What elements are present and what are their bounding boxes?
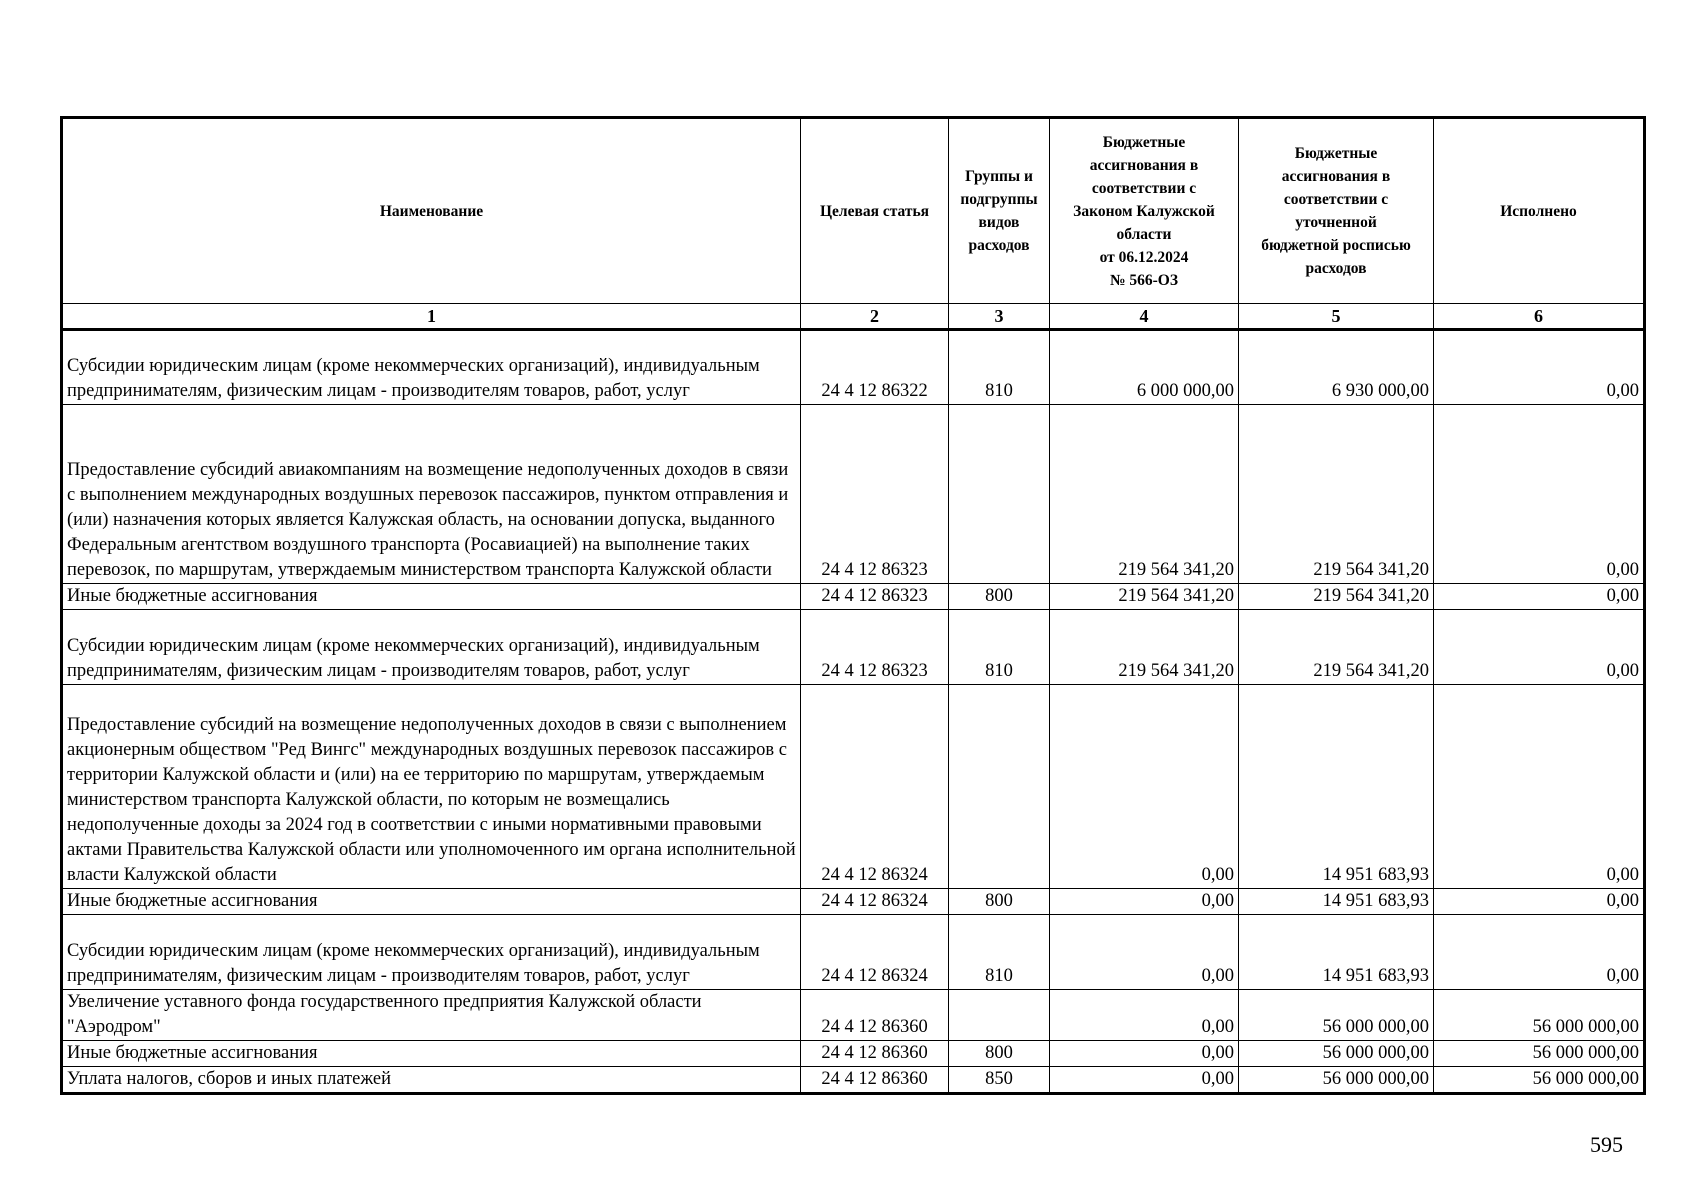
row-law-amount: 0,00 xyxy=(1050,915,1239,990)
column-number: 3 xyxy=(949,304,1050,330)
row-executed-amount: 0,00 xyxy=(1434,889,1645,915)
table-row xyxy=(62,990,1645,1041)
table-row xyxy=(62,610,1645,685)
row-refined-amount: 219 564 341,20 xyxy=(1239,584,1434,610)
row-refined-amount: 56 000 000,00 xyxy=(1239,1041,1434,1067)
row-expense-group: 800 xyxy=(949,1041,1050,1067)
table-row xyxy=(62,685,1645,889)
row-target-article: 24 4 12 86323 xyxy=(801,610,949,685)
table-row xyxy=(62,1067,1645,1094)
row-law-amount: 0,00 xyxy=(1050,1067,1239,1094)
table-row xyxy=(62,405,1645,584)
column-number: 1 xyxy=(62,304,801,330)
row-target-article: 24 4 12 86360 xyxy=(801,1067,949,1094)
row-law-amount: 0,00 xyxy=(1050,685,1239,889)
row-executed-amount: 0,00 xyxy=(1434,610,1645,685)
row-target-article: 24 4 12 86360 xyxy=(801,1041,949,1067)
row-target-article: 24 4 12 86322 xyxy=(801,330,949,405)
row-law-amount: 6 000 000,00 xyxy=(1050,330,1239,405)
row-executed-amount: 0,00 xyxy=(1434,584,1645,610)
row-executed-amount: 0,00 xyxy=(1434,330,1645,405)
row-executed-amount: 0,00 xyxy=(1434,685,1645,889)
row-executed-amount: 56 000 000,00 xyxy=(1434,1041,1645,1067)
column-number-row xyxy=(62,304,1645,330)
table-row xyxy=(62,584,1645,610)
row-target-article: 24 4 12 86323 xyxy=(801,584,949,610)
row-law-amount: 0,00 xyxy=(1050,990,1239,1041)
row-law-amount: 219 564 341,20 xyxy=(1050,405,1239,584)
row-law-amount: 0,00 xyxy=(1050,889,1239,915)
row-target-article: 24 4 12 86323 xyxy=(801,405,949,584)
row-expense-group xyxy=(949,405,1050,584)
row-target-article: 24 4 12 86324 xyxy=(801,915,949,990)
row-expense-group: 800 xyxy=(949,889,1050,915)
row-executed-amount: 0,00 xyxy=(1434,405,1645,584)
row-target-article: 24 4 12 86360 xyxy=(801,990,949,1041)
row-target-article: 24 4 12 86324 xyxy=(801,685,949,889)
column-number: 6 xyxy=(1434,304,1645,330)
row-expense-group: 810 xyxy=(949,915,1050,990)
row-target-article: 24 4 12 86324 xyxy=(801,889,949,915)
row-expense-group xyxy=(949,990,1050,1041)
row-expense-group: 810 xyxy=(949,330,1050,405)
row-executed-amount: 56 000 000,00 xyxy=(1434,1067,1645,1094)
row-name: Субсидии юридическим лицам (кроме некоммерческих организаций), индивидуальным предпринимателям, физическим лицам - производителям товаров, работ, услуг xyxy=(62,610,801,685)
column-number: 2 xyxy=(801,304,949,330)
row-name: Иные бюджетные ассигнования xyxy=(62,889,801,915)
table-row xyxy=(62,915,1645,990)
header-law-assignments: Бюджетные ассигнования в соответствии с Законом Калужской области от 06.12.2024 № 566-ОЗ xyxy=(1050,118,1239,304)
column-number: 4 xyxy=(1050,304,1239,330)
table-row xyxy=(62,1041,1645,1067)
row-name: Увеличение уставного фонда государственного предприятия Калужской области "Аэродром" xyxy=(62,990,801,1041)
header-name: Наименование xyxy=(62,118,801,304)
row-refined-amount: 14 951 683,93 xyxy=(1239,685,1434,889)
column-number: 5 xyxy=(1239,304,1434,330)
row-name: Предоставление субсидий авиакомпаниям на возмещение недополученных доходов в связи с выполнением международных воздушных перевозок пассажиров, пунктом отправления и (или) назначения которых является Калужская область, на основании допуска, выданного Федеральным агентством воздушного транспорта (Росавиацией) на выполнение таких перевозок, по маршрутам, утверждаемым министерством транспорта Калужской области xyxy=(62,405,801,584)
budget-table xyxy=(60,116,1646,1095)
row-refined-amount: 56 000 000,00 xyxy=(1239,990,1434,1041)
header-expense-groups: Группы и подгруппы видов расходов xyxy=(949,118,1050,304)
row-expense-group: 810 xyxy=(949,610,1050,685)
row-name: Иные бюджетные ассигнования xyxy=(62,584,801,610)
table-row xyxy=(62,330,1645,405)
row-expense-group xyxy=(949,685,1050,889)
row-refined-amount: 6 930 000,00 xyxy=(1239,330,1434,405)
header-executed: Исполнено xyxy=(1434,118,1645,304)
page-number: 595 xyxy=(1590,1132,1623,1157)
row-refined-amount: 56 000 000,00 xyxy=(1239,1067,1434,1094)
row-name: Субсидии юридическим лицам (кроме некоммерческих организаций), индивидуальным предпринимателям, физическим лицам - производителям товаров, работ, услуг xyxy=(62,915,801,990)
header-row xyxy=(62,118,1645,304)
row-executed-amount: 56 000 000,00 xyxy=(1434,990,1645,1041)
row-name: Уплата налогов, сборов и иных платежей xyxy=(62,1067,801,1094)
row-law-amount: 219 564 341,20 xyxy=(1050,584,1239,610)
header-refined-assignments: Бюджетные ассигнования в соответствии с уточненной бюджетной росписью расходов xyxy=(1239,118,1434,304)
row-refined-amount: 14 951 683,93 xyxy=(1239,915,1434,990)
row-name: Субсидии юридическим лицам (кроме некоммерческих организаций), индивидуальным предпринимателям, физическим лицам - производителям товаров, работ, услуг xyxy=(62,330,801,405)
header-target-article: Целевая статья xyxy=(801,118,949,304)
row-name: Предоставление субсидий на возмещение недополученных доходов в связи с выполнением акционерным обществом "Ред Вингс" международных воздушных перевозок пассажиров с территории Калужской области и (или) на ее территорию по маршрутам, утверждаемым министерством транспорта Калужской области, по которым не возмещались недополученные доходы за 2024 год в соответствии с иными нормативными правовыми актами Правительства Калужской области или уполномоченного им органа исполнительной власти Калужской области xyxy=(62,685,801,889)
row-law-amount: 0,00 xyxy=(1050,1041,1239,1067)
table-row xyxy=(62,889,1645,915)
row-expense-group: 850 xyxy=(949,1067,1050,1094)
row-refined-amount: 219 564 341,20 xyxy=(1239,610,1434,685)
row-refined-amount: 219 564 341,20 xyxy=(1239,405,1434,584)
row-law-amount: 219 564 341,20 xyxy=(1050,610,1239,685)
row-executed-amount: 0,00 xyxy=(1434,915,1645,990)
row-refined-amount: 14 951 683,93 xyxy=(1239,889,1434,915)
row-expense-group: 800 xyxy=(949,584,1050,610)
row-name: Иные бюджетные ассигнования xyxy=(62,1041,801,1067)
